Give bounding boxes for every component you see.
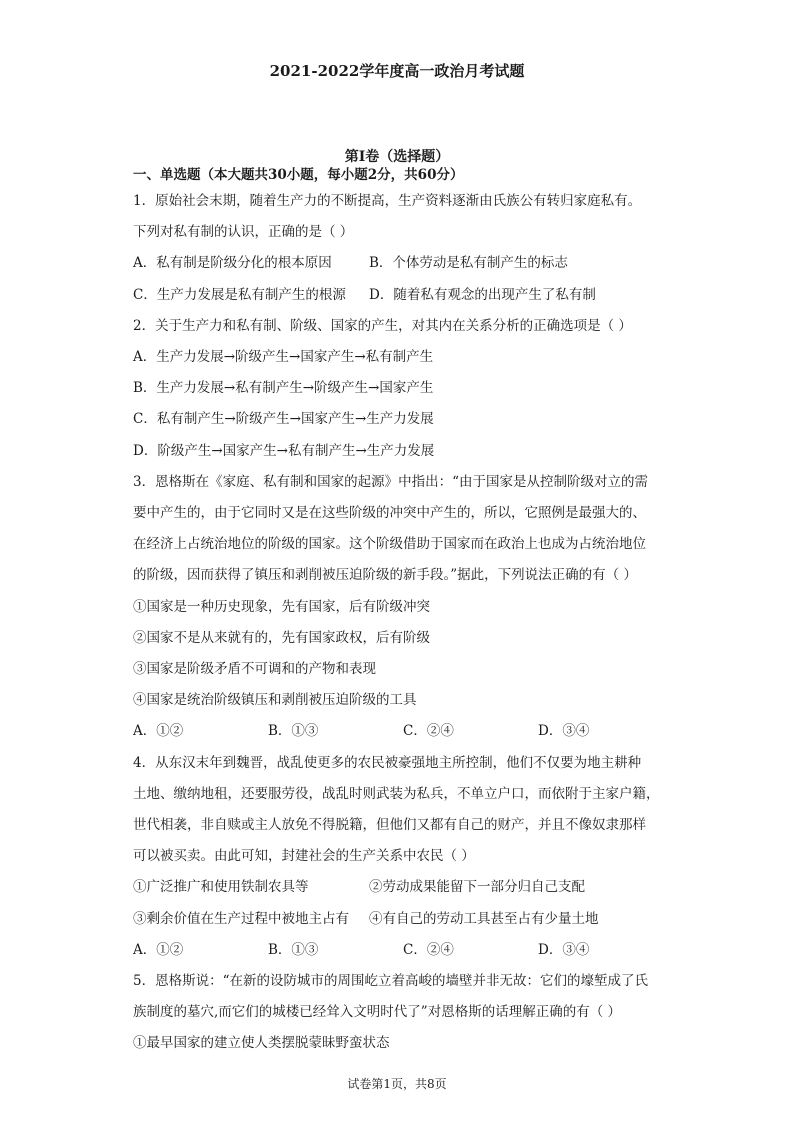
q4-stem-line2: 土地、缴纳地租，还要服劳役，战乱时则武装为私兵，不单立户口，而依附于主家户籍， <box>133 785 660 802</box>
q4-statement-3: ③剩余价值在生产过程中被地主占有 <box>133 910 349 927</box>
q3-options <box>133 716 673 747</box>
q4-statement-1: ①广泛推广和使用铁制农具等 <box>133 879 309 896</box>
q1-option-c: C．生产力发展是私有制产生的根源 <box>133 286 346 303</box>
q4-statement-2: ②劳动成果能留下一部分归自己支配 <box>369 879 585 896</box>
q4-stem-line4: 可以被买卖。由此可知，封建社会的生产关系中农民（ ） <box>133 848 475 865</box>
q1-options-row2 <box>133 280 673 311</box>
q3-option-b: B．①③ <box>268 723 319 740</box>
q2-option-b: B．生产力发展→私有制产生→阶级产生→国家产生 <box>133 380 434 397</box>
q5-stem-line1: 5．恩格斯说：“在新的设防城市的周围屹立着高峻的墙壁并非无故：它们的壕堑成了氏 <box>133 973 648 990</box>
q5-statement-1: ①最早国家的建立使人类摆脱蒙昧野蛮状态 <box>133 1035 390 1052</box>
q3-statement-1: ①国家是一种历史现象，先有国家，后有阶级冲突 <box>133 598 430 615</box>
q4-option-c: C．②④ <box>403 941 454 958</box>
question-list <box>133 164 673 1060</box>
q3-statement-3: ③国家是阶级矛盾不可调和的产物和表现 <box>133 661 376 678</box>
q1-options-row1 <box>133 248 673 279</box>
section-heading: 一、单选题（本大题共30小题，每小题2分，共60分） <box>133 167 464 183</box>
q4-options <box>133 935 673 966</box>
q2-option-c: C．私有制产生→阶级产生→国家产生→生产力发展 <box>133 411 434 428</box>
q4-option-b: B．①③ <box>268 941 319 958</box>
q2-option-a: A．生产力发展→阶级产生→国家产生→私有制产生 <box>133 349 434 366</box>
q1-stem-line2: 下列对私有制的认识，正确的是（ ） <box>133 224 354 241</box>
q3-statement-2: ②国家不是从来就有的，先有国家政权，后有阶级 <box>133 629 430 646</box>
q5-stem-line2: 族制度的墓穴,而它们的城楼已经耸入文明时代了”对恩格斯的话理解正确的有（ ） <box>133 1004 621 1021</box>
q1-option-a: A．私有制是阶级分化的根本原因 <box>133 255 332 272</box>
q3-stem-line2: 要中产生的，由于它同时又是在这些阶级的冲突中产生的，所以，它照例是最强大的、 <box>133 505 646 522</box>
q3-stem-line4: 的阶级，因而获得了镇压和剥削被压迫阶级的新手段。”据此，下列说法正确的有（ ） <box>133 567 637 584</box>
q3-stem-line1: 3．恩格斯在《家庭、私有制和国家的起源》中指出：“由于国家是从控制阶级对立的需 <box>133 473 648 490</box>
q1-option-d: D．随着私有观念的出现产生了私有制 <box>369 286 596 303</box>
exam-title: 2021-2022学年度高一政治月考试题 <box>269 62 525 80</box>
q4-statements-row2 <box>133 904 673 935</box>
q1-stem-line1: 1．原始社会末期，随着生产力的不断提高，生产资料逐渐由氏族公有转归家庭私有。 <box>133 193 642 209</box>
q4-option-d: D．③④ <box>538 941 590 958</box>
q3-option-c: C．②④ <box>403 723 454 740</box>
q3-option-a: A．①② <box>133 723 184 740</box>
part-title: 第Ⅰ卷（选择题） <box>344 149 450 165</box>
q4-statements-row1 <box>133 872 673 903</box>
q3-stem-line3: 在经济上占统治地位的阶级的国家。这个阶级借助于国家而在政治上也成为占统治地位 <box>133 536 646 553</box>
q4-stem-line3: 世代相袭，非自赎或主人放免不得脱籍，但他们又都有自己的财产，并且不像奴隶那样 <box>133 817 646 834</box>
q2-stem: 2．关于生产力和私有制、阶级、国家的产生，对其内在关系分析的正确选项是（ ） <box>133 317 632 334</box>
q4-option-a: A．①② <box>133 941 184 958</box>
q4-statement-4: ④有自己的劳动工具甚至占有少量土地 <box>369 910 599 927</box>
q2-option-d: D．阶级产生→国家产生→私有制产生→生产力发展 <box>133 442 435 459</box>
q3-option-d: D．③④ <box>538 723 590 740</box>
page-footer: 试卷第1页，共8页 <box>347 1077 447 1091</box>
q1-option-b: B．个体劳动是私有制产生的标志 <box>369 255 568 272</box>
q4-stem-line1: 4．从东汉末年到魏晋，战乱使更多的农民被豪强地主所控制，他们不仅要为地主耕种 <box>133 754 642 771</box>
q3-statement-4: ④国家是统治阶级镇压和剥削被压迫阶级的工具 <box>133 692 417 709</box>
